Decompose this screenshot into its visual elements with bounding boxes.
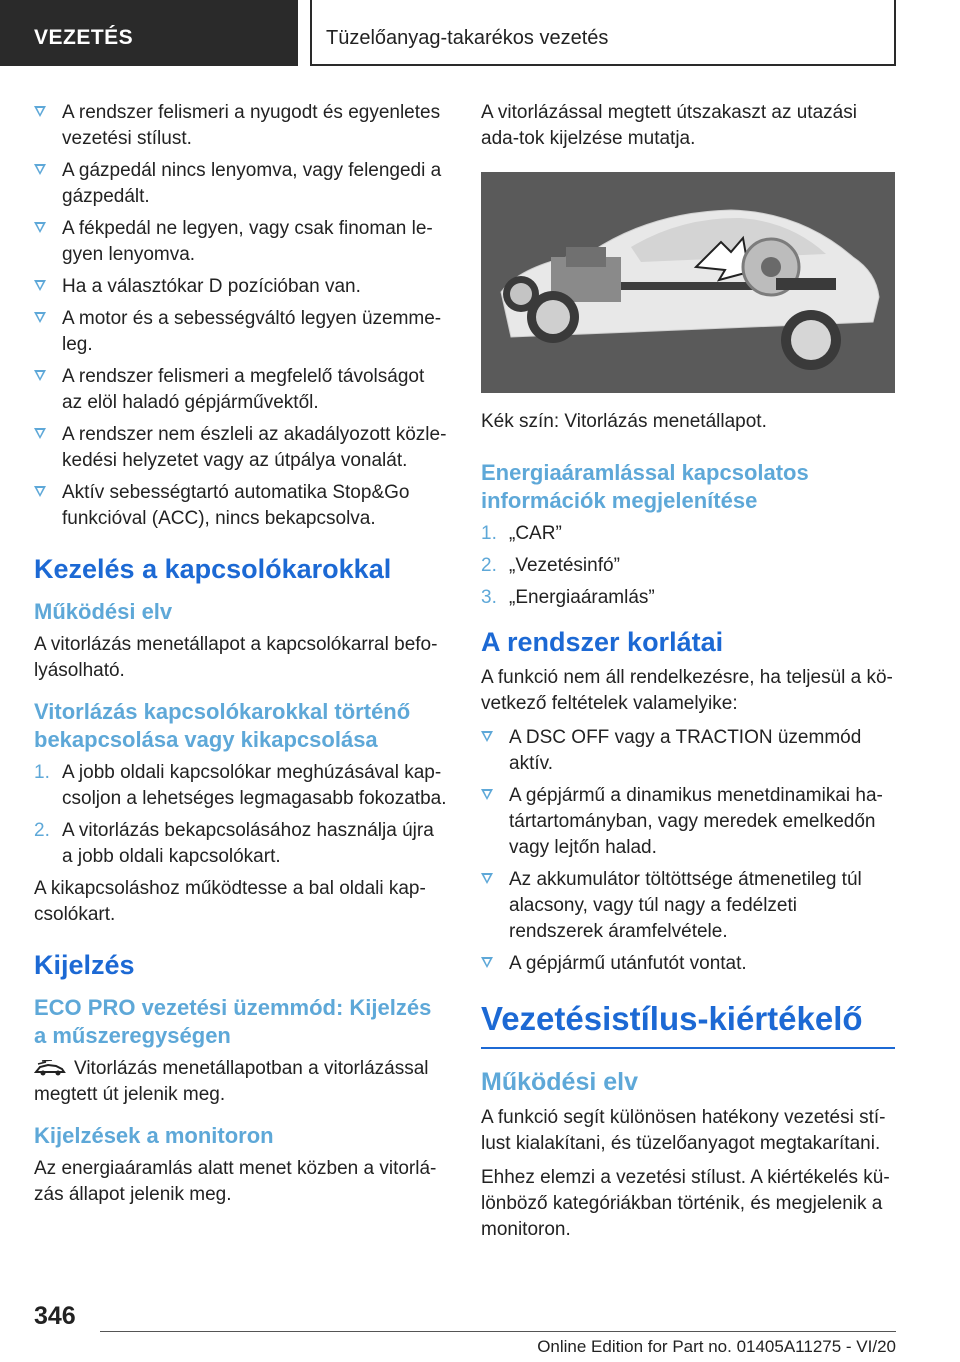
- triangle-bullet-icon: [34, 164, 46, 175]
- list-item: A gépjármű utánfutót vontat.: [481, 951, 895, 977]
- heading-monitor: Kijelzések a monitoron: [34, 1123, 274, 1148]
- list-item: 3. „Energiaáramlás”: [481, 587, 655, 608]
- page-number: 346: [34, 1302, 76, 1330]
- triangle-bullet-icon: [481, 789, 493, 800]
- list-item: A rendszer nem észleli az akadályozott közle-kedési helyzetet vagy az útpálya vonalát.: [34, 422, 448, 474]
- left-column: [34, 100, 448, 1216]
- paragraph-mukodes: A vitorlázás menetállapot a kapcsolókarral befo-lyásolható.: [34, 634, 438, 681]
- heading-eco-pro: ECO PRO vezetési üzemmód: Kijelzés a műszeregységen: [34, 995, 432, 1048]
- heading-mukodesi-elv-2: Működési elv: [481, 1068, 638, 1096]
- triangle-bullet-icon: [481, 957, 493, 968]
- triangle-bullet-icon: [34, 106, 46, 117]
- list-item: A rendszer felismeri a megfelelő távolságot az elöl haladó gépjárművektől.: [34, 364, 448, 416]
- paragraph-monitor: Az energiaáramlás alatt menet közben a vitorlá-zás állapot jelenik meg.: [34, 1158, 437, 1205]
- triangle-bullet-icon: [481, 731, 493, 742]
- list-item: A gépjármű a dinamikus menetdinamikai ha-tártartományban, vagy meredek emelkedőn vagy lejtőn halad.: [481, 783, 895, 861]
- paragraph-kikapcsolas: A kikapcsoláshoz működtesse a bal oldali kap-csolókart.: [34, 878, 426, 925]
- heading-vezetesistilus: Vezetésistílus-kiértékelő: [481, 999, 895, 1049]
- figure-caption: Kék szín: Vitorlázás menetállapot.: [481, 411, 767, 432]
- limits-list: [481, 725, 895, 977]
- car-drivetrain-figure: [481, 172, 895, 393]
- list-item: Aktív sebességtartó automatika Stop&Go funkcióval (ACC), nincs bekapcsolva.: [34, 480, 448, 532]
- heading-energiaaramlas: Energiaáramlással kapcsolatos információk megjelenítése: [481, 460, 809, 513]
- list-item: A DSC OFF vagy a TRACTION üzemmód aktív.: [481, 725, 895, 777]
- menu-steps-list: [481, 521, 895, 611]
- list-item: A rendszer felismeri a nyugodt és egyenletes vezetési stílust.: [34, 100, 448, 152]
- list-item: 2. A vitorlázás bekapcsolásához használja újra a jobb oldali kapcsolókart.: [34, 820, 434, 867]
- list-item: 1. „CAR”: [481, 523, 562, 544]
- list-item: Az akkumulátor töltöttsége átmenetileg túl alacsony, vagy túl nagy a fedélzeti rendszerek áramfelvétele.: [481, 867, 895, 945]
- section-tab: VEZETÉS: [0, 0, 298, 66]
- triangle-bullet-icon: [34, 222, 46, 233]
- heading-kijelzes: Kijelzés: [34, 950, 135, 980]
- list-item: A fékpedál ne legyen, vagy csak finoman le-gyen lenyomva.: [34, 216, 448, 268]
- triangle-bullet-icon: [34, 486, 46, 497]
- list-item: Ha a választókar D pozícióban van.: [34, 274, 448, 300]
- paragraph-mukodes-2b: Ehhez elemzi a vezetési stílust. A kiértékelés kü-lönböző kategóriákban történik, és megjelenik a monitoron.: [481, 1167, 890, 1240]
- heading-korlatai: A rendszer korlátai: [481, 627, 724, 657]
- steps-list: [34, 760, 448, 870]
- triangle-bullet-icon: [34, 370, 46, 381]
- list-item: A gázpedál nincs lenyomva, vagy felengedi a gázpedált.: [34, 158, 448, 210]
- sailing-car-icon: [34, 1060, 66, 1078]
- car-illustration: [481, 172, 895, 393]
- list-item: A motor és a sebességváltó legyen üzemme-leg.: [34, 306, 448, 358]
- triangle-bullet-icon: [34, 312, 46, 323]
- triangle-bullet-icon: [481, 873, 493, 884]
- heading-mukodesi-elv: Működési elv: [34, 599, 173, 624]
- right-column: [481, 100, 895, 1251]
- list-item: 1. A jobb oldali kapcsolókar meghúzásával kap-csoljon a lehetséges legmagasabb fokozatba.: [34, 762, 447, 809]
- chapter-title: Tüzelőanyag-takarékos vezetés: [310, 0, 896, 66]
- heading-bekapcsolas: Vitorlázás kapcsolókarokkal történő bekapcsolása vagy kikapcsolása: [34, 699, 411, 752]
- triangle-bullet-icon: [34, 280, 46, 291]
- heading-kezeles: Kezelés a kapcsolókarokkal: [34, 554, 392, 584]
- list-item: 2. „Vezetésinfó”: [481, 555, 620, 576]
- edition-text: Online Edition for Part no. 01405A11275 - VI/20: [537, 1337, 896, 1356]
- paragraph-korlatai: A funkció nem áll rendelkezésre, ha teljesül a kö-vetkező feltételek valamelyike:: [481, 667, 893, 714]
- paragraph-intro: A vitorlázással megtett útszakaszt az utazási ada-tok kijelzése mutatja.: [481, 102, 857, 149]
- triangle-bullet-icon: [34, 428, 46, 439]
- conditions-list: [34, 100, 448, 532]
- paragraph-mukodes-2a: A funkció segít különösen hatékony vezetési stí-lust kialakítani, és tüzelőanyagot megtakarítani.: [481, 1107, 886, 1154]
- paragraph-eco: Vitorlázás menetállapotban a vitorlázással megtett út jelenik meg.: [34, 1058, 429, 1105]
- page-header: [0, 0, 960, 66]
- footer-divider: [100, 1331, 896, 1332]
